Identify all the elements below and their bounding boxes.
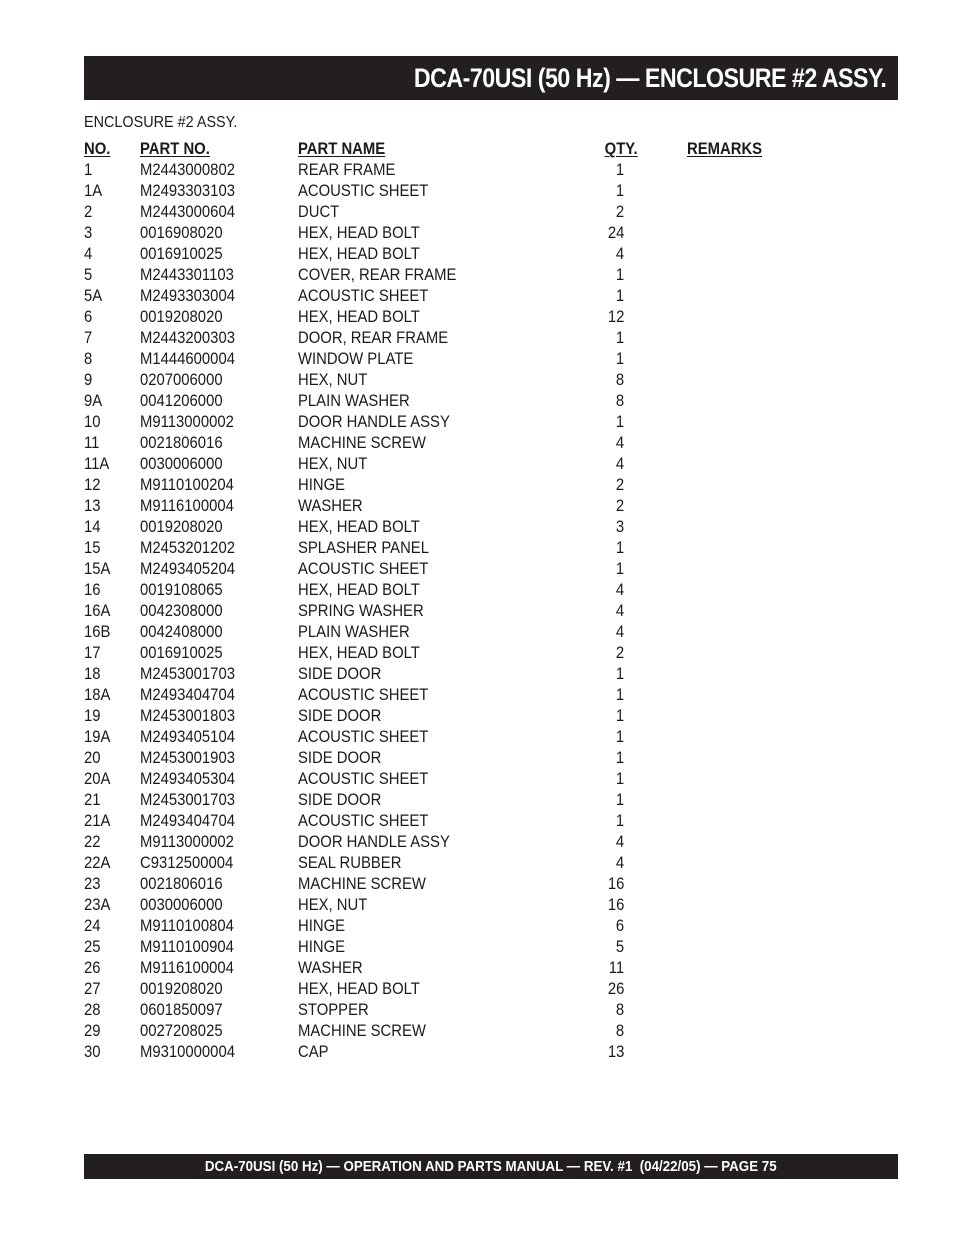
cell-part-no: M2453001803 [140, 707, 235, 725]
cell-part-name: HEX, HEAD BOLT [298, 980, 420, 998]
cell-no: 4 [84, 245, 93, 263]
cell-part-name: PLAIN WASHER [298, 623, 410, 641]
cell-qty: 8 [615, 1001, 624, 1019]
cell-no: 16B [84, 623, 111, 641]
cell-no: 15 [84, 539, 101, 557]
cell-part-no: M2493303004 [140, 287, 235, 305]
cell-qty: 24 [607, 224, 624, 242]
cell-qty: 2 [615, 644, 624, 662]
cell-part-name: PLAIN WASHER [298, 392, 410, 410]
cell-part-name: HEX, HEAD BOLT [298, 581, 420, 599]
cell-part-no: M9113000002 [140, 413, 234, 431]
cell-part-no: 0016910025 [140, 245, 223, 263]
footer-text: DCA-70USI (50 Hz) — OPERATION AND PARTS MANUAL — REV. #1 (04/22/05) — PAGE 75 [205, 1158, 777, 1175]
cell-part-no: M2493405304 [140, 770, 235, 788]
cell-no: 13 [84, 497, 101, 515]
cell-part-no: M2443301103 [140, 266, 234, 284]
cell-part-no: M9110100904 [140, 938, 234, 956]
table-row [84, 1021, 784, 1042]
cell-part-name: DOOR HANDLE ASSY [298, 413, 450, 431]
table-row [84, 517, 784, 538]
cell-part-name: ACOUSTIC SHEET [298, 287, 429, 305]
cell-qty: 6 [615, 917, 624, 935]
table-row [84, 307, 784, 328]
column-header-qty: QTY. [604, 140, 638, 158]
table-row [84, 916, 784, 937]
cell-qty: 1 [615, 812, 624, 830]
cell-qty: 13 [607, 1043, 624, 1061]
cell-part-name: HEX, NUT [298, 455, 368, 473]
cell-no: 26 [84, 959, 101, 977]
cell-qty: 2 [615, 497, 624, 515]
cell-part-name: ACOUSTIC SHEET [298, 686, 429, 704]
cell-no: 9 [84, 371, 93, 389]
table-row [84, 895, 784, 916]
cell-qty: 4 [615, 623, 624, 641]
table-row [84, 748, 784, 769]
cell-part-no: 0207006000 [140, 371, 223, 389]
parts-list-table [84, 139, 784, 1063]
cell-part-name: SIDE DOOR [298, 791, 382, 809]
cell-part-no: 0016908020 [140, 224, 223, 242]
cell-part-name: HINGE [298, 476, 346, 494]
cell-part-no: 0042308000 [140, 602, 223, 620]
table-header-row [84, 139, 784, 160]
table-row [84, 265, 784, 286]
cell-part-no: 0019108065 [140, 581, 223, 599]
cell-part-name: HINGE [298, 917, 346, 935]
cell-qty: 12 [607, 308, 624, 326]
cell-no: 27 [84, 980, 101, 998]
cell-no: 16A [84, 602, 111, 620]
cell-qty: 1 [615, 182, 624, 200]
cell-part-no: 0019208020 [140, 308, 223, 326]
cell-no: 11A [84, 455, 110, 473]
column-header-no: NO. [84, 140, 111, 158]
cell-part-no: M2493303103 [140, 182, 235, 200]
cell-no: 18A [84, 686, 111, 704]
cell-part-no: M9110100804 [140, 917, 234, 935]
cell-qty: 26 [607, 980, 624, 998]
cell-no: 24 [84, 917, 101, 935]
cell-part-name: ACOUSTIC SHEET [298, 728, 429, 746]
table-row [84, 202, 784, 223]
table-row [84, 601, 784, 622]
table-row [84, 286, 784, 307]
cell-qty: 2 [615, 476, 624, 494]
table-row [84, 475, 784, 496]
cell-no: 19A [84, 728, 111, 746]
cell-part-no: M2453001903 [140, 749, 235, 767]
cell-qty: 1 [615, 266, 624, 284]
cell-no: 5 [84, 266, 93, 284]
cell-qty: 4 [615, 455, 624, 473]
cell-part-name: WINDOW PLATE [298, 350, 414, 368]
cell-qty: 8 [615, 1022, 624, 1040]
cell-part-name: ACOUSTIC SHEET [298, 770, 429, 788]
cell-qty: 1 [615, 329, 624, 347]
cell-part-no: 0042408000 [140, 623, 223, 641]
cell-qty: 16 [607, 896, 624, 914]
cell-part-name: REAR FRAME [298, 161, 396, 179]
cell-part-name: HINGE [298, 938, 346, 956]
table-row [84, 1000, 784, 1021]
table-row [84, 244, 784, 265]
table-row [84, 391, 784, 412]
cell-qty: 1 [615, 728, 624, 746]
cell-part-no: 0030006000 [140, 896, 223, 914]
table-row [84, 454, 784, 475]
cell-part-name: ACOUSTIC SHEET [298, 560, 429, 578]
table-row [84, 349, 784, 370]
cell-no: 12 [84, 476, 101, 494]
cell-part-no: M1444600004 [140, 350, 235, 368]
cell-part-name: HEX, NUT [298, 896, 368, 914]
table-row [84, 181, 784, 202]
table-row [84, 496, 784, 517]
table-row [84, 538, 784, 559]
cell-qty: 16 [607, 875, 624, 893]
cell-part-no: M2453001703 [140, 665, 235, 683]
table-row [84, 811, 784, 832]
cell-part-name: HEX, HEAD BOLT [298, 518, 420, 536]
table-row [84, 958, 784, 979]
cell-part-name: HEX, NUT [298, 371, 368, 389]
cell-qty: 1 [615, 161, 624, 179]
cell-no: 6 [84, 308, 93, 326]
cell-qty: 8 [615, 392, 624, 410]
cell-no: 5A [84, 287, 103, 305]
cell-no: 20 [84, 749, 101, 767]
table-row [84, 685, 784, 706]
cell-no: 3 [84, 224, 93, 242]
table-row [84, 790, 784, 811]
cell-part-no: M9110100204 [140, 476, 234, 494]
cell-part-name: MACHINE SCREW [298, 434, 426, 452]
cell-part-name: DOOR HANDLE ASSY [298, 833, 450, 851]
cell-no: 14 [84, 518, 101, 536]
cell-no: 1 [84, 161, 93, 179]
table-row [84, 832, 784, 853]
cell-part-name: DUCT [298, 203, 340, 221]
cell-no: 30 [84, 1043, 101, 1061]
cell-part-no: M2493405104 [140, 728, 235, 746]
cell-no: 17 [84, 644, 101, 662]
cell-part-name: MACHINE SCREW [298, 875, 426, 893]
cell-qty: 3 [615, 518, 624, 536]
cell-part-name: CAP [298, 1043, 329, 1061]
section-label: ENCLOSURE #2 ASSY. [84, 114, 238, 131]
column-header-part-no: PART NO. [140, 140, 210, 158]
table-row [84, 643, 784, 664]
cell-no: 22A [84, 854, 111, 872]
table-row [84, 874, 784, 895]
cell-no: 10 [84, 413, 101, 431]
cell-qty: 4 [615, 245, 624, 263]
table-row [84, 559, 784, 580]
cell-part-name: WASHER [298, 497, 363, 515]
cell-part-no: 0019208020 [140, 980, 223, 998]
cell-qty: 11 [608, 959, 624, 977]
cell-part-no: M9310000004 [140, 1043, 235, 1061]
cell-no: 8 [84, 350, 93, 368]
cell-no: 22 [84, 833, 101, 851]
cell-part-name: MACHINE SCREW [298, 1022, 426, 1040]
cell-part-name: SIDE DOOR [298, 749, 382, 767]
cell-no: 9A [84, 392, 103, 410]
cell-part-no: M2443200303 [140, 329, 235, 347]
table-row [84, 769, 784, 790]
cell-no: 7 [84, 329, 93, 347]
cell-no: 11 [84, 434, 100, 452]
cell-part-no: C9312500004 [140, 854, 234, 872]
column-header-part-name: PART NAME [298, 140, 386, 158]
column-header-remarks: REMARKS [687, 140, 763, 158]
table-row [84, 706, 784, 727]
cell-qty: 1 [615, 350, 624, 368]
cell-qty: 1 [615, 287, 624, 305]
cell-no: 23 [84, 875, 101, 893]
cell-qty: 2 [615, 203, 624, 221]
table-row [84, 727, 784, 748]
cell-part-no: M2493404704 [140, 812, 235, 830]
cell-qty: 1 [615, 770, 624, 788]
table-row [84, 622, 784, 643]
cell-part-name: WASHER [298, 959, 363, 977]
table-row [84, 370, 784, 391]
cell-no: 21 [84, 791, 101, 809]
cell-qty: 4 [615, 833, 624, 851]
table-row [84, 937, 784, 958]
table-row [84, 433, 784, 454]
cell-qty: 4 [615, 854, 624, 872]
cell-part-no: M2453001703 [140, 791, 235, 809]
cell-part-no: 0016910025 [140, 644, 223, 662]
cell-part-name: ACOUSTIC SHEET [298, 812, 429, 830]
cell-part-no: M9116100004 [140, 959, 234, 977]
cell-part-name: SIDE DOOR [298, 665, 382, 683]
cell-qty: 1 [615, 665, 624, 683]
cell-qty: 8 [615, 371, 624, 389]
cell-part-no: M9113000002 [140, 833, 234, 851]
cell-qty: 1 [615, 560, 624, 578]
cell-part-no: M2443000802 [140, 161, 235, 179]
table-row [84, 412, 784, 433]
table-row [84, 1042, 784, 1063]
table-row [84, 328, 784, 349]
cell-qty: 1 [615, 791, 624, 809]
cell-part-name: ACOUSTIC SHEET [298, 182, 429, 200]
cell-part-name: STOPPER [298, 1001, 369, 1019]
cell-part-name: HEX, HEAD BOLT [298, 245, 420, 263]
table-row [84, 223, 784, 244]
cell-part-name: COVER, REAR FRAME [298, 266, 457, 284]
cell-qty: 4 [615, 434, 624, 452]
table-row [84, 160, 784, 181]
cell-part-name: HEX, HEAD BOLT [298, 308, 420, 326]
cell-no: 19 [84, 707, 101, 725]
cell-part-name: SPRING WASHER [298, 602, 424, 620]
cell-qty: 1 [615, 539, 624, 557]
table-row [84, 979, 784, 1000]
cell-part-no: M2493405204 [140, 560, 235, 578]
cell-qty: 1 [615, 413, 624, 431]
table-row [84, 580, 784, 601]
cell-qty: 1 [615, 749, 624, 767]
cell-part-no: M2493404704 [140, 686, 235, 704]
cell-no: 2 [84, 203, 93, 221]
cell-part-no: 0027208025 [140, 1022, 223, 1040]
cell-no: 15A [84, 560, 111, 578]
cell-no: 29 [84, 1022, 101, 1040]
page-header-bar [84, 56, 898, 100]
cell-no: 18 [84, 665, 101, 683]
cell-no: 20A [84, 770, 111, 788]
cell-part-no: 0030006000 [140, 455, 223, 473]
cell-part-no: 0041206000 [140, 392, 223, 410]
page-title: DCA-70USI (50 Hz) — ENCLOSURE #2 ASSY. [413, 62, 886, 93]
cell-part-name: HEX, HEAD BOLT [298, 224, 420, 242]
table-row [84, 853, 784, 874]
table-row [84, 664, 784, 685]
cell-part-name: SIDE DOOR [298, 707, 382, 725]
cell-no: 16 [84, 581, 101, 599]
cell-part-name: SPLASHER PANEL [298, 539, 429, 557]
cell-part-no: 0601850097 [140, 1001, 223, 1019]
cell-part-no: M9116100004 [140, 497, 234, 515]
cell-part-no: 0021806016 [140, 434, 223, 452]
cell-no: 23A [84, 896, 111, 914]
cell-part-name: HEX, HEAD BOLT [298, 644, 420, 662]
cell-part-name: DOOR, REAR FRAME [298, 329, 449, 347]
cell-part-no: 0021806016 [140, 875, 223, 893]
cell-no: 21A [84, 812, 111, 830]
cell-no: 25 [84, 938, 101, 956]
cell-qty: 4 [615, 581, 624, 599]
cell-part-name: SEAL RUBBER [298, 854, 402, 872]
cell-part-no: 0019208020 [140, 518, 223, 536]
cell-qty: 1 [615, 707, 624, 725]
cell-part-no: M2453201202 [140, 539, 235, 557]
cell-qty: 5 [615, 938, 624, 956]
cell-qty: 1 [615, 686, 624, 704]
cell-qty: 4 [615, 602, 624, 620]
cell-part-no: M2443000604 [140, 203, 235, 221]
page-footer-bar [84, 1154, 898, 1179]
cell-no: 28 [84, 1001, 101, 1019]
cell-no: 1A [84, 182, 103, 200]
